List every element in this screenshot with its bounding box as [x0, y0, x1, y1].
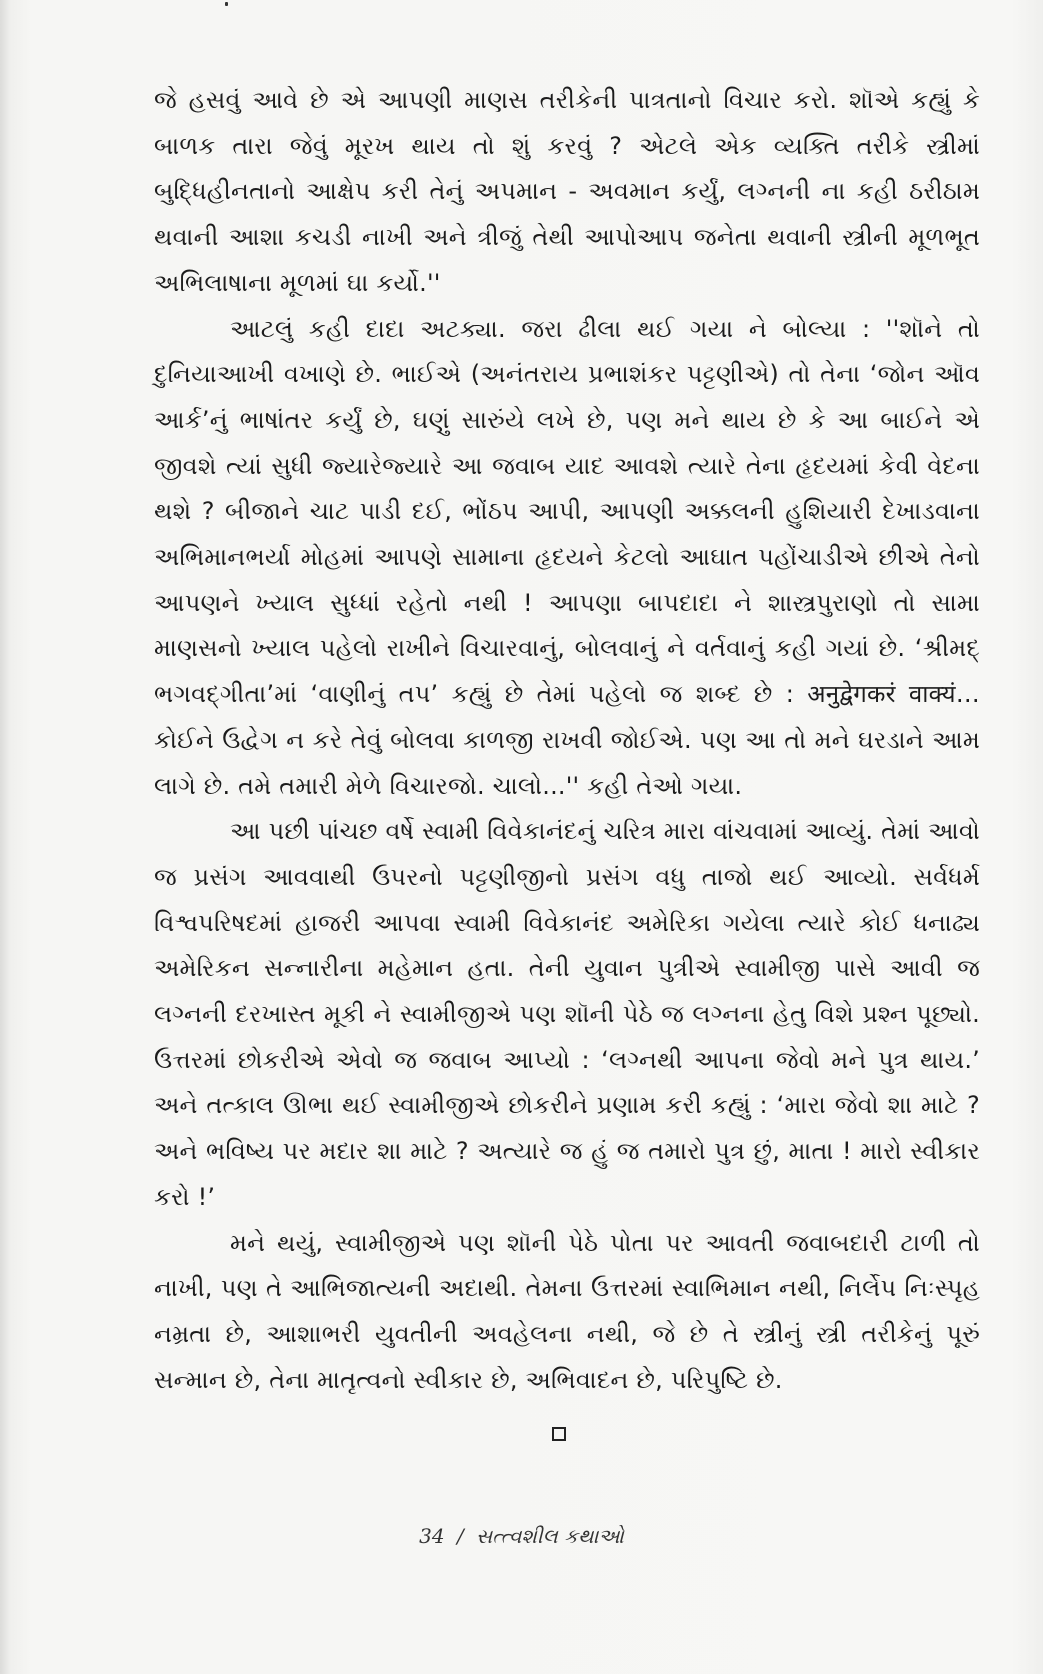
- page-footer: [0, 1524, 1043, 1548]
- page-edge-shadow: [0, 0, 10, 1674]
- paragraph-2: આટલું કહી દાદા અટક્યા. જરા ઢીલા થઈ ગયા ને બોલ્યા : ''શૉને તો દુનિયાઆખી વખાણે છે. ભાઈએ (અનંતરાય પ્રભાશંકર પટ્ટણીએ) તો તેના ‘જોન ઑવ આર્ક’નું ભાષાંતર કર્યું છે, ઘણું સારુંયે લખે છે, પણ મને થાય છે કે આ બાઈને એ જીવશે ત્યાં સુધી જ્યારેજ્યારે આ જવાબ યાદ આવશે ત્યારે તેના હૃદયમાં કેવી વેદના થશે ? બીજાને ચાટ પાડી દઈ, ભોંઠપ આપી, આપણી અક્કલની હુશિયારી દેખાડવાના અભિમાનભર્યા મોહમાં આપણે સામાના હૃદયને કેટલો આઘાત પહોંચાડીએ છીએ તેનો આપણને ખ્યાલ સુધ્ધાં રહેતો નથી ! આપણા બાપદાદા ને શાસ્ત્રપુરાણો તો સામા માણસનો ખ્યાલ પહેલો રાખીને વિચારવાનું, બોલવાનું ને વર્તવાનું કહી ગયાં છે. ‘શ્રીમદ્ ભગવદ્ગીતા’માં ‘વાણીનું તપ’ કહ્યું છે તેમાં પહેલો જ શબ્દ છે : अनुद्वेगकरं वाक्यं… કોઈને ઉદ્વેગ ન કરે તેવું બોલવા કાળજી રાખવી જોઈએ. પણ આ તો મને ઘરડાને આમ લાગે છે. તમે તમારી મેળે વિચારજો. ચાલો...'' કહી તેઓ ગયા.: [154, 314, 980, 800]
- paragraph-4: મને થયું, સ્વામીજીએ પણ શૉની પેઠે પોતા પર આવતી જવાબદારી ટાળી તો નાખી, પણ તે આભિજાત્યની અદાથી. તેમના ઉત્તરમાં સ્વાભિમાન નથી, નિર્લેપ નિઃસ્પૃહ નમ્રતા છે, આશાભરી યુવતીની અવહેલના નથી, જે છે તે સ્ત્રીનું સ્ત્રી તરીકેનું પૂરું સન્માન છે, તેના માતૃત્વનો સ્વીકાર છે, અભિવાદન છે, પરિપુષ્ટિ છે.: [154, 1228, 980, 1394]
- paragraph-3: આ પછી પાંચછ વર્ષે સ્વામી વિવેકાનંદનું ચરિત્ર મારા વાંચવામાં આવ્યું. તેમાં આવો જ પ્રસંગ આવવાથી ઉપરનો પટ્ટણીજીનો પ્રસંગ વધુ તાજો થઈ આવ્યો. સર્વધર્મ વિશ્વપરિષદમાં હાજરી આપવા સ્વામી વિવેકાનંદ અમેરિકા ગયેલા ત્યારે કોઈ ધનાઢ્ય અમેરિકન સન્નારીના મહેમાન હતા. તેની યુવાન પુત્રીએ સ્વામીજી પાસે આવી જ લગ્નની દરખાસ્ત મૂકી ને સ્વામીજીએ પણ શૉની પેઠે જ લગ્નના હેતુ વિશે પ્રશ્ન પૂછ્યો. ઉત્તરમાં છોકરીએ એવો જ જવાબ આપ્યો : ‘લગ્નથી આપના જેવો મને પુત્ર થાય.’ અને તત્કાલ ઊભા થઈ સ્વામીજીએ છોકરીને પ્રણામ કરી કહ્યું : ‘મારા જેવો શા માટે ? અને ભવિષ્ય પર મદાર શા માટે ? અત્યારે જ હું જ તમારો પુત્ર છું, માતા ! મારો સ્વીકાર કરો !’: [154, 817, 980, 1211]
- page-number: 34: [419, 1524, 445, 1548]
- section-end-square-icon: [552, 1427, 566, 1441]
- book-title: સત્ત્વશીલ કથાઓ: [476, 1524, 624, 1548]
- footer-separator: /: [456, 1524, 464, 1548]
- top-speck: [225, 2, 228, 6]
- paragraph-1: જે હસવું આવે છે એ આપણી માણસ તરીકેની પાત્રતાનો વિચાર કરો. શૉએ કહ્યું કે બાળક તારા જેવું મૂરખ થાય તો શું કરવું ? એટલે એક વ્યક્તિ તરીકે સ્ત્રીમાં બુદ્ધિહીનતાનો આક્ષેપ કરી તેનું અપમાન - અવમાન કર્યું, લગ્નની ના કહી ઠરીઠામ થવાની આશા કચડી નાખી અને ત્રીજું તેથી આપોઆપ જનેતા થવાની સ્ત્રીની મૂળભૂત અભિલાષાના મૂળમાં ઘા કર્યો.'': [154, 86, 980, 297]
- body-text: [154, 78, 980, 1403]
